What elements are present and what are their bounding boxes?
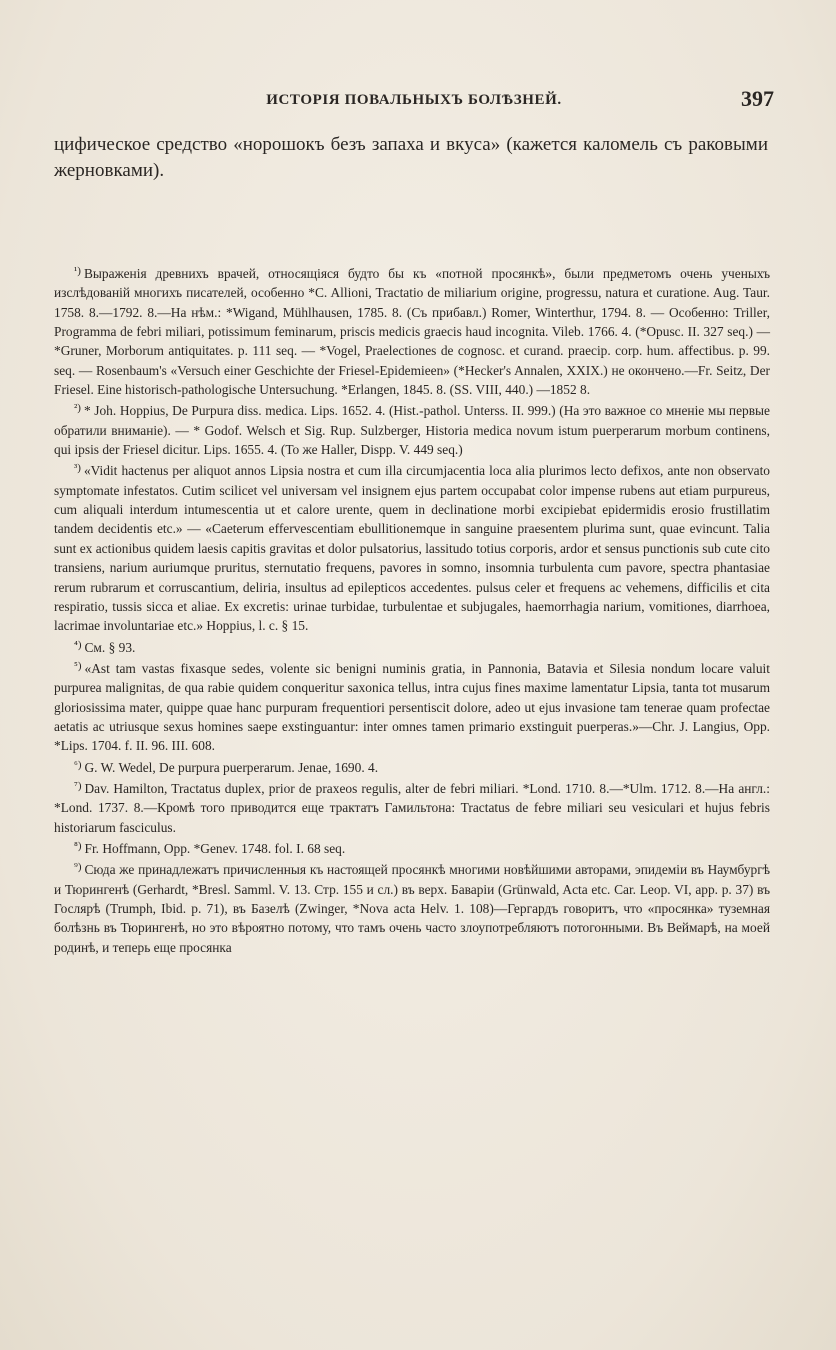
footnote-marker: ⁷) — [74, 779, 82, 792]
footnote-text: G. W. Wedel, De purpura puerperarum. Jenae, 1690. 4. — [84, 759, 379, 775]
footnote-marker: ¹) — [74, 265, 81, 277]
footnote-marker: ⁶) — [74, 758, 82, 771]
footnote-7 — [54, 777, 770, 837]
footnote-2 — [54, 399, 770, 459]
footnote-marker: ⁹) — [74, 861, 82, 874]
footnote-6 — [54, 756, 770, 777]
footnote-marker: ⁵) — [74, 659, 82, 672]
footnote-text: Сюда же принадлежатъ причисленныя къ настоящей просянкѣ многими новѣйшими авторами, эпидеміи въ Наумбургѣ и Тюрингенѣ (Gerhardt, *Bresl. Samml. V. 13. Стр. 155 и сл.) въ верх. Баваріи (Grünwald, Acta etc. Car. Leop. VI, app. p. 37) въ Гослярѣ (Trumph, Ibid. p. 71), въ Базелѣ (Zwinger, *Nova acta Helv. 1. 108)—Гергардъ говоритъ, что «просянка» туземная болѣзнь въ Тюрингенѣ, но это вѣроятно потому, что тамъ очень часто злоупотребляютъ потогонными. Въ Веймарѣ, на моей родинѣ, и теперь еще просянка — [54, 862, 770, 955]
footnote-9 — [54, 858, 770, 957]
footnote-text: * Joh. Hoppius, De Purpura diss. medica. Lips. 1652. 4. (Hist.-pathol. Unterss. II. 999.) (На это важное со мненіе мы первые обратили вниманіе). — * Godof. Welsch et Sig. Rup. Sulzberger, Historia medica novum istum puerperarum morbum continens, qui ipsis der Friesel dicitur. Lips. 1655. 4. (То же Haller, Dispp. V. 449 seq.) — [54, 403, 770, 458]
footnote-marker: ⁸) — [74, 839, 82, 852]
footnotes — [54, 262, 770, 957]
footnote-4 — [54, 636, 770, 657]
footnote-text: Fr. Hoffmann, Opp. *Genev. 1748. fol. I. 68 seq. — [84, 840, 346, 856]
main-text-paragraph: цифическое средство «норошокъ безъ запаха и вкуса» (кажется каломель съ раковыми жерновками). — [54, 134, 768, 181]
footnote-marker: ³) — [74, 462, 81, 475]
footnote-text: Выраженія древнихъ врачей, относящіяся будто бы къ «потной просянкѣ», были предметомъ очень ученыхъ изслѣдованій многихъ писателей, особенно *C. Allioni, Tractatio de miliarium origine, progressu, natura et curatione. Aug. Taur. 1758. 8.—1792. 8.—На нѣм.: *Wigand, Mühlhausen, 1785. 8. (Съ прибавл.) Romer, Winterthur, 1794. 8. — Особенно: Triller, Programma de febri miliari, potissimum feminarum, priscis medicis graecis haud incognita. Vileb. 1766. 4. (*Opusc. II. 327 seq.) — *Gruner, Morborum antiquitates. p. 111 seq. — *Vogel, Praelectiones de cognosc. et curand. praecip. corp. hum. affectibus. p. 99. seq. — Rosenbaum's «Versuch einer Geschichte der Friesel-Epidemieen» (*Hecker's Annalen, XXIX.) не окончено.—Fr. Seitz, Der Friesel. Eine historisch-pathologische Untersuchung. *Erlangen, 1845. 8. (SS. VIII, 440.) —1852 8. — [54, 266, 770, 398]
running-head: ИСТОРІЯ ПОВАЛЬНЫХЪ БОЛѢЗНЕЙ. — [266, 92, 562, 108]
footnote-text: См. § 93. — [84, 639, 136, 655]
footnote-marker: ⁴) — [74, 638, 82, 651]
footnote-1 — [54, 262, 770, 399]
page-number: 397 — [741, 86, 774, 111]
footnote-text: «Ast tam vastas fixasque sedes, volente sic benigni numinis gratia, in Pannonia, Batavia et Silesia nondum locare valuit purpurea malignitas, de qua rabie quidem conqueritur saxonica tellus, intra cujus fines maxime lamentatur Lipsia, tanta tot musarum gloriosissima mater, quippe quae hanc purpuram frequentiori persentiscit dolore, adeo ut ejus invasione tam tenerae quam profectae aetatis ac utriusque sexus homines saepe exstinguantur: inter omnes tamen primario exstinguit puerperas.»—Chr. J. Langius, Opp. *Lips. 1704. f. II. 96. III. 608. — [54, 660, 770, 754]
footnote-marker: ²) — [74, 402, 81, 415]
footnote-3 — [54, 459, 770, 635]
page-header — [54, 86, 774, 118]
footnote-text: «Vidit hactenus per aliquot annos Lipsia nostra et cum illa circumjacentia loca alia plurimos lecto defixos, ante non observato symptomate infestatos. Cutim scilicet vel universam vel insignem ejus partem occupabat color impense rubens aut etiam purpureus, cum aliquali interdum intumescentia ut et calore urente, quem in declinatione morbi excipiebat epidermidis erosio frustillatim tandem decidentis etc.» — «Caeterum effervescentiam ebullitionemque in sanguine praesentem plurima sunt, quae evincunt. Talia sunt ex actionibus quidem laesis capitis gravitas et dolor pulsatorius, lassitudo totius corporis, ardor et sensus punctionis sub cute cito transiens, narium auriumque pruritus, sternutatio frequens, pavores in somno, insomnia turbulenta cum pavore, spectra phantasiae rerum rubrarum et corruscantium, deliria, insultus ad epilepticos accedentes. pulsus celer et frequens ac vehemens, difficilis et cita respiratio, tussis sicca et aliae. Ex excretis: urinae turbidae, turbulentae et subjugales, haemorrhagia narium, vomitiones, diarrhoea, lacrimae involuntariae etc.» Hoppius, l. c. § 15. — [54, 463, 770, 634]
footnote-text: Dav. Hamilton, Tractatus duplex, prior de praxeos regulis, alter de febri miliari. *Lond. 1710. 8.—*Ulm. 1712. 8.—На англ.: *Lond. 1737. 8.—Кромѣ того приводится еще трактатъ Гамильтона: Tractatus de febre miliari seu vesiculari et hujus febris historiarum fasciculus. — [54, 780, 770, 835]
footnote-8 — [54, 837, 770, 858]
footnote-5 — [54, 657, 770, 756]
